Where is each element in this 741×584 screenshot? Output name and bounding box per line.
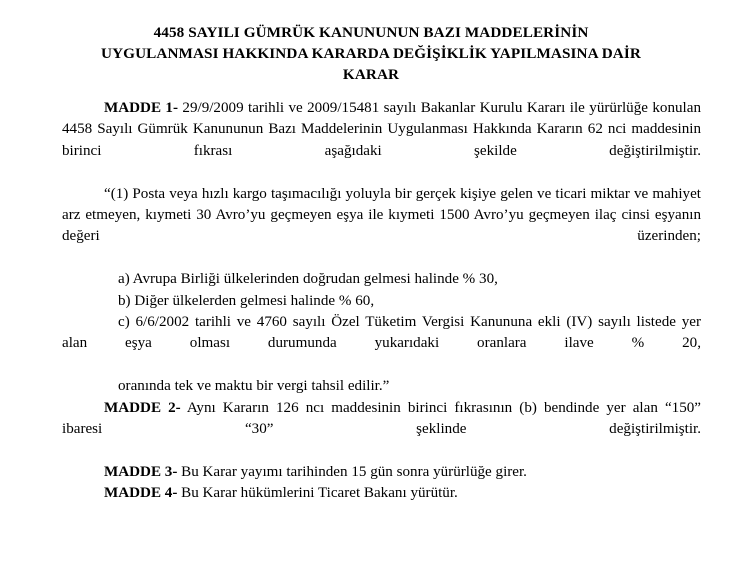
article-3-text: Bu Karar yayımı tarihinden 15 gün sonra yürürlüğe girer. (177, 463, 527, 480)
sub-item-b: b) Diğer ülkelerden gelmesi halinde % 60, (118, 292, 375, 309)
document-body (62, 98, 701, 505)
sub-item-a: a) Avrupa Birliği ülkelerinden doğrudan gelmesi halinde % 30, (118, 271, 498, 288)
page-title (86, 22, 656, 85)
article-4-paragraph (62, 483, 701, 504)
quoted-paragraph: “(1) Posta veya hızlı kargo taşımacılığı yoluyla bir gerçek kişiye gelen ve ticari miktar ve mahiyet arz etmeyen, kıymeti 30 Avro’yu geçmeyen eşya ile kıymeti 1500 Avro’yu geçmeyen ilaç cinsi eşyanın değeri üzerinden; (62, 185, 701, 245)
article-1-label: MADDE 1- (104, 100, 178, 116)
page-title-line-3: KARAR (342, 66, 400, 83)
article-4-text: Bu Karar hükümlerini Ticaret Bakanı yürütür. (177, 485, 458, 502)
page-title-line-1: 4458 SAYILI GÜMRÜK KANUNUNUN BAZI MADDELERİNİN (153, 24, 589, 41)
page-title-line-2: UYGULANMASI HAKKINDA KARARDA DEĞİŞİKLİK YAPILMASINA DAİR (101, 45, 641, 62)
article-2-paragraph (62, 398, 701, 462)
article-2-text: Aynı Kararın 126 ncı maddesinin birinci fıkrasının (b) bendinde yer alan “150” ibaresi “30” şeklinde değiştirilmiştir. (62, 399, 701, 438)
article-1-text: 29/9/2009 tarihli ve 2009/15481 sayılı Bakanlar Kurulu Kararı ile yürürlüğe konulan 4458 Sayılı Gümrük Kanununun Bazı Maddelerinin Uygulanması Hakkında Kararın 62 nci maddesinin birinci fıkrası aşağıdaki şekilde değiştirilmiştir. (62, 100, 701, 159)
sub-item-c: c) 6/6/2002 tarihli ve 4760 sayılı Özel Tüketim Vergisi Kanununa ekli (IV) sayılı listede yer alan eşya olması durumunda yukarıdaki oranlara ilave % 20, (62, 314, 701, 352)
article-3-paragraph (62, 462, 701, 483)
article-1-paragraph (62, 98, 701, 184)
article-3-label: MADDE 3- (104, 463, 178, 480)
article-4-label: MADDE 4- (104, 485, 178, 502)
article-2-label: MADDE 2- (104, 399, 181, 416)
closing-line: oranında tek ve maktu bir vergi tahsil edilir.” (118, 378, 390, 395)
